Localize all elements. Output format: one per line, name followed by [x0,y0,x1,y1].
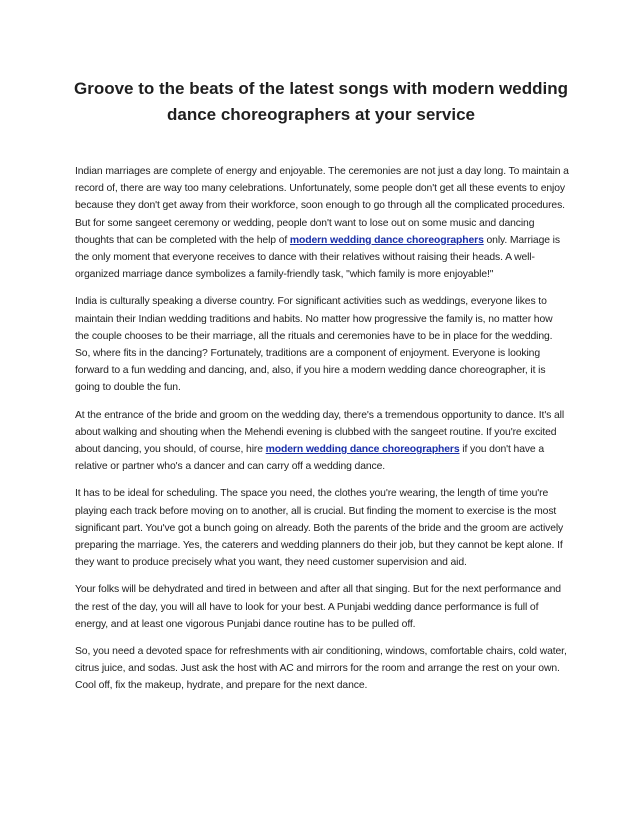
paragraph-1-text-after: only. Marriage is the only moment that everyone receives to dance with their relatives without raising their heads. A well-organized marriage dance symbolizes a family-friendly task, "which family is more enjoyable!" [75,234,560,281]
paragraph-2: India is culturally speaking a diverse country. For significant activities such as weddings, everyone likes to maintain their Indian wedding traditions and habits. No matter how progressive the family is, no matter how the couple chooses to be their marriage, all the rituals and ceremonies have to be in place for the wedding. So, where fits in the dancing? Fortunately, traditions are a component of enjoyment. Everyone is looking forward to a fun wedding and dancing, and, also, if you hire a modern wedding dance choreographer, it is going to double the fun. [75,296,553,394]
paragraph-1-text-before: Indian marriages are complete of energy and enjoyable. The ceremonies are not just a day long. To maintain a record of, there are way too many celebrations. Unfortunately, some people don't get all these events to enjoy because they don't get away from their workforce, soon enough to go through all the complicated procedures. But for some sangeet ceremony or wedding, people don't want to lose out on some music and dancing thoughts that can be completed with the help of [75,166,569,246]
choreographers-link-2[interactable]: modern wedding dance choreographers [265,444,460,456]
paragraph-3-text-after: if you don't have a relative or partner who's a dancer and can carry off a wedding dance. [75,444,545,473]
article-body [75,163,569,705]
paragraph-1 [75,163,569,283]
paragraph-3 [75,407,569,476]
paragraph-4: It has to be ideal for scheduling. The space you need, the clothes you're wearing, the length of time you're playing each track before moving on to another, all is crucial. But finding the moment to exercise is the most significant part. You've got a bunch going on already. Both the parents of the bride and the groom are actively preparing the marriage. Yes, the caterers and wedding planners do their job, but they cannot be kept alone. If they want to produce precisely what you want, they need customer supervision and aid. [75,488,564,569]
paragraph-5: Your folks will be dehydrated and tired in between and after all that singing. But for the next performance and the rest of the day, you will all have to look for your best. A Punjabi wedding dance performance is full of energy, and at least one vigorous Punjabi dance routine has to be pulled off. [75,584,561,630]
choreographers-link-1[interactable]: modern wedding dance choreographers [289,234,484,246]
page-title: Groove to the beats of the latest songs with modern wedding dance choreographers at your service [74,79,568,124]
paragraph-6: So, you need a devoted space for refreshments with air conditioning, windows, comfortable chairs, cold water, citrus juice, and sodas. Just ask the host with AC and mirrors for the room and arrange the rest on your own. Cool off, fix the makeup, hydrate, and prepare for the next dance. [75,646,567,692]
paragraph-3-text-before: At the entrance of the bride and groom on the wedding day, there's a tremendous opportunity to dance. It's all about walking and shouting when the Mehendi evening is clubbed with the sangeet routine. If you're excited about dancing, you should, of course, hire [75,409,565,456]
